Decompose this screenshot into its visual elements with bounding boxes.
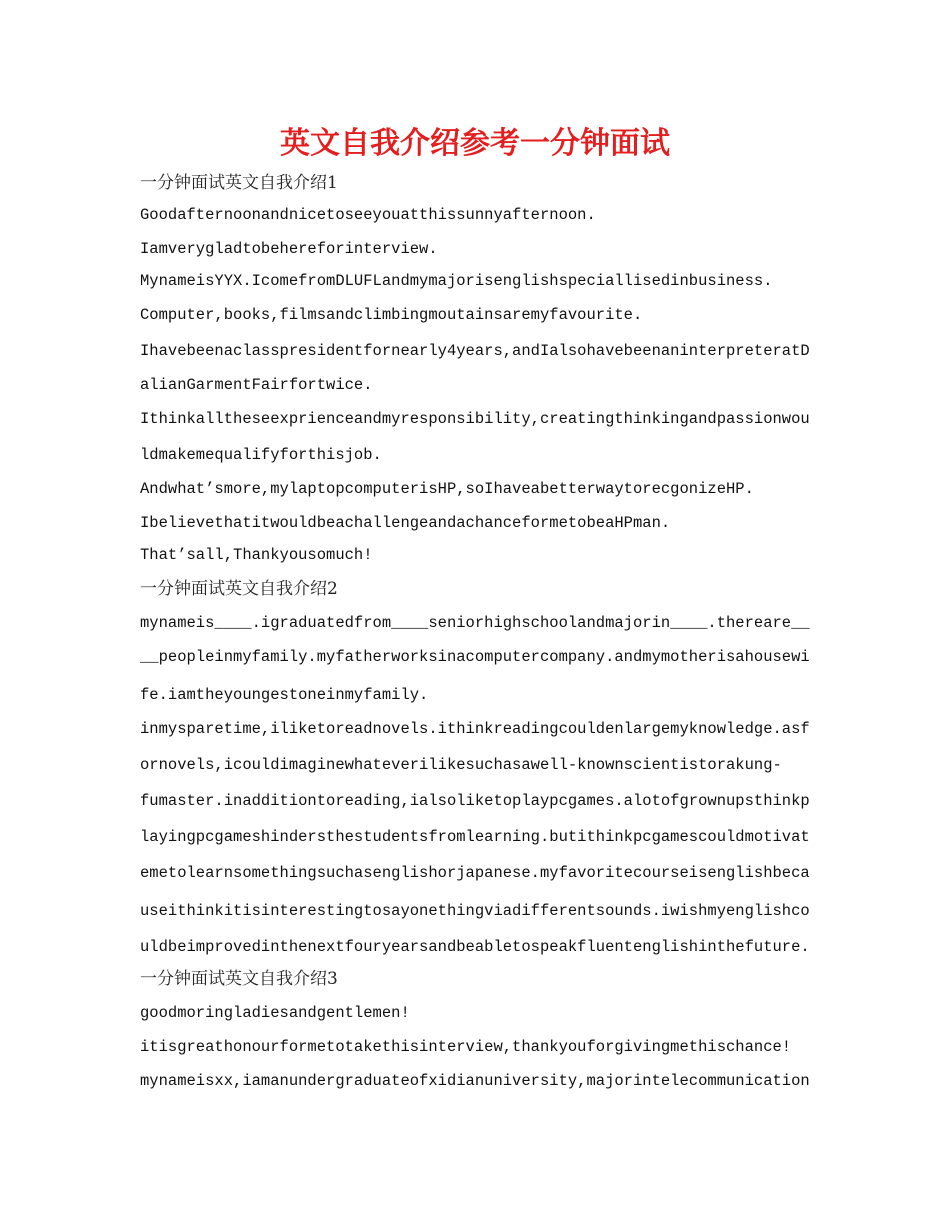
paragraph-line: mynameisxx,iamanundergraduateofxidianuniversity,majorintelecommunication	[140, 1072, 810, 1090]
paragraph-line: IbelievethatitwouldbeachallengeandachanceformetobeaHPman.	[140, 514, 671, 532]
paragraph-line: mynameis____.igraduatedfrom____seniorhighschoolandmajorin____.thereare__	[140, 614, 810, 632]
paragraph-line: MynameisYYX.IcomefromDLUFLandmymajorisenglishspeciallisedinbusiness.	[140, 272, 773, 290]
paragraph-line: goodmoringladiesandgentlemen!	[140, 1004, 410, 1022]
paragraph-line: Goodafternoonandnicetoseeyouatthissunnyafternoon.	[140, 206, 596, 224]
paragraph-line: Ithinkalltheseexprienceandmyresponsibility,creatingthinkingandpassionwou	[140, 410, 810, 428]
section-heading: 一分钟面试英文自我介绍1	[140, 173, 338, 193]
paragraph-line: That’sall,Thankyousomuch!	[140, 546, 373, 564]
section-heading: 一分钟面试英文自我介绍3	[140, 969, 338, 989]
paragraph-line: __peopleinmyfamily.myfatherworksinacomputercompany.andmymotherisahousewi	[140, 648, 810, 666]
paragraph-line: layingpcgameshindersthestudentsfromlearning.butithinkpcgamescouldmotivat	[140, 828, 810, 846]
paragraph-line: Iamverygladtobehereforinterview.	[140, 240, 438, 258]
paragraph-line: itisgreathonourformetotakethisinterview,thankyouforgivingmethischance!	[140, 1038, 792, 1056]
document-title: 英文自我介绍参考一分钟面试	[280, 126, 670, 161]
section-heading: 一分钟面试英文自我介绍2	[140, 579, 338, 599]
paragraph-line: inmysparetime,iliketoreadnovels.ithinkreadingcouldenlargemyknowledge.asf	[140, 720, 810, 738]
paragraph-line: Andwhat’smore,mylaptopcomputerisHP,soIhaveabetterwaytorecgonizeHP.	[140, 480, 754, 498]
paragraph-line: fumaster.inadditiontoreading,ialsoliketoplaypcgames.alotofgrownupsthinkp	[140, 792, 810, 810]
paragraph-line: emetolearnsomethingsuchasenglishorjapanese.myfavoritecourseisenglishbeca	[140, 864, 810, 882]
paragraph-line: Computer,books,filmsandclimbingmoutainsaremyfavourite.	[140, 306, 643, 324]
paragraph-line: uldbeimprovedinthenextfouryearsandbeabletospeakfluentenglishinthefuture.	[140, 938, 810, 956]
paragraph-line: Ihavebeenaclasspresidentfornearly4years,andIalsohavebeenaninterpreteratD	[140, 342, 810, 360]
paragraph-line: useithinkitisinterestingtosayonethingviadifferentsounds.iwishmyenglishco	[140, 902, 810, 920]
paragraph-line: ornovels,icouldimaginewhateverilikesuchasawell-knownscientistorakung-	[140, 756, 782, 774]
paragraph-line: ldmakemequalifyforthisjob.	[140, 446, 382, 464]
paragraph-line: alianGarmentFairfortwice.	[140, 376, 373, 394]
paragraph-line: fe.iamtheyoungestoneinmyfamily.	[140, 686, 429, 704]
